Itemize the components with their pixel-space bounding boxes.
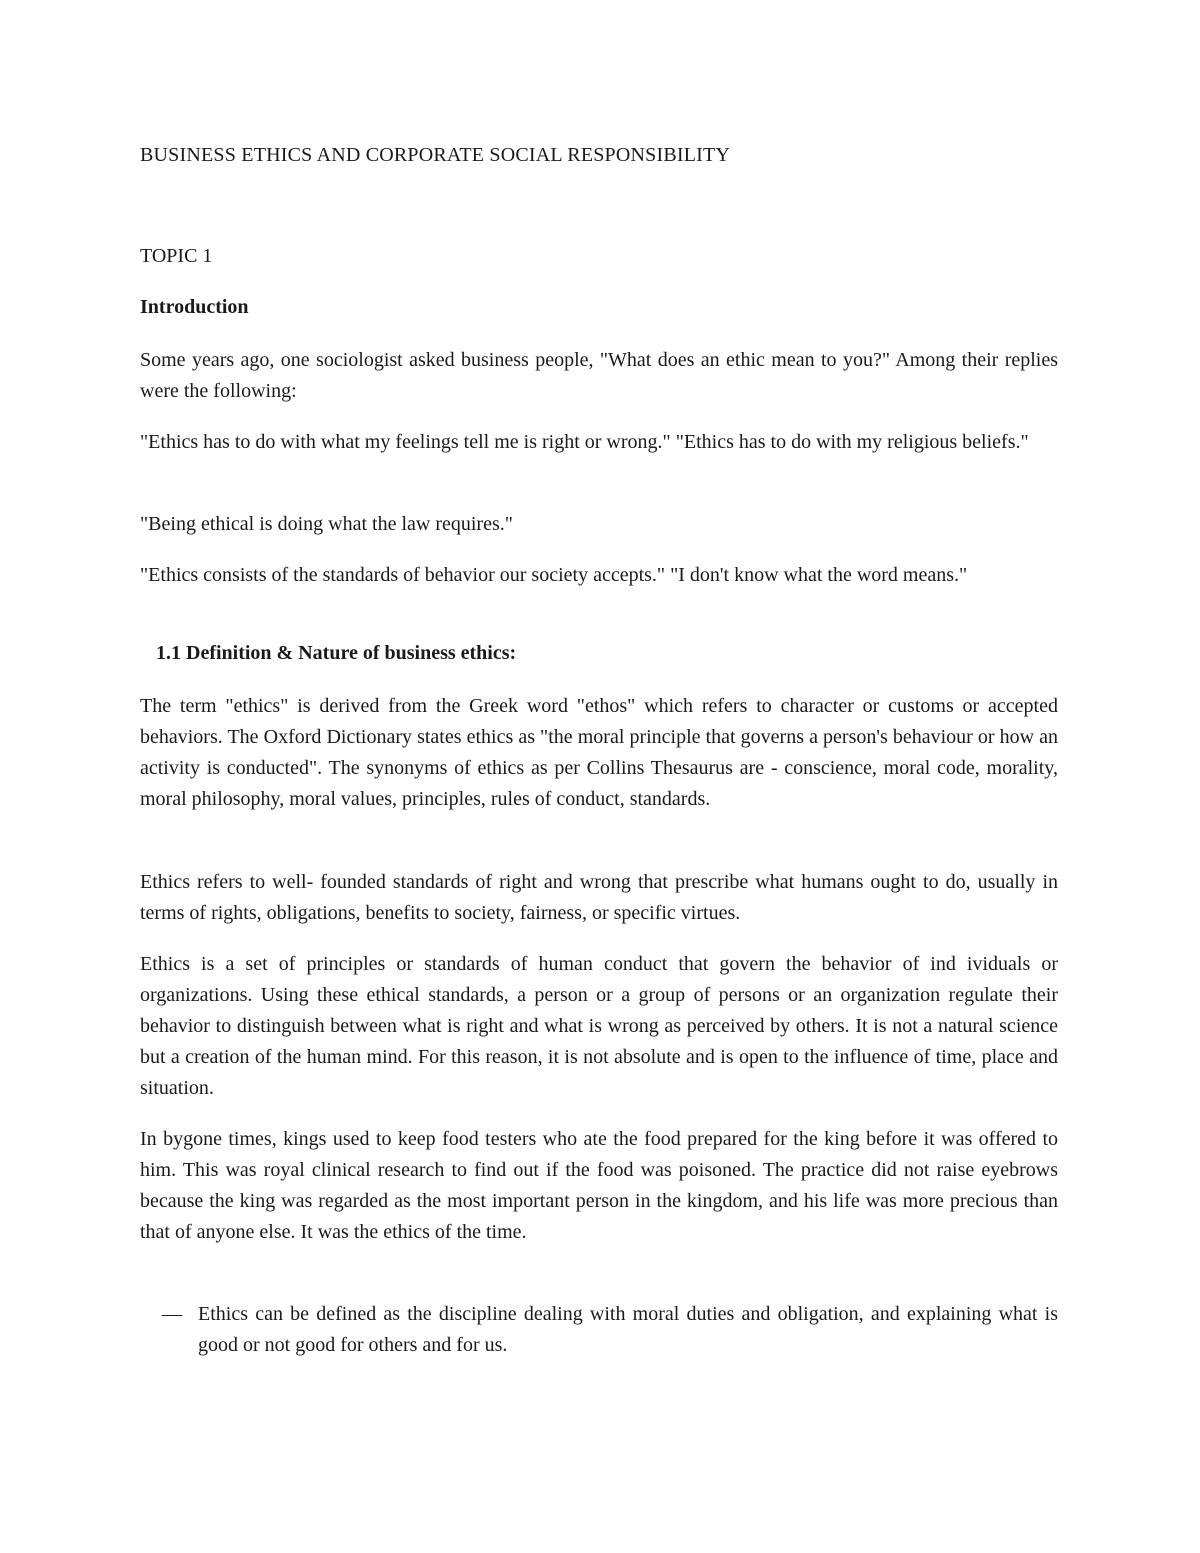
section-heading-definition: 1.1 Definition & Nature of business ethics:	[156, 642, 517, 664]
intro-heading: Introduction	[140, 296, 249, 318]
quote-paragraph-1: "Ethics has to do with what my feelings tell me is right or wrong." "Ethics has to do with my religious beliefs."	[140, 431, 1029, 453]
quote-paragraph-3: "Ethics consists of the standards of behavior our society accepts." "I don't know what the word means."	[140, 564, 968, 586]
bullet-text: Ethics can be defined as the discipline dealing with moral duties and obligation, and explaining what is good or not good for others and for us.	[198, 1303, 1058, 1356]
topic-label: TOPIC 1	[140, 245, 213, 267]
paragraph-ethics-standards: Ethics refers to well- founded standards of right and wrong that prescribe what humans ought to do, usually in terms of rights, obligations, benefits to society, fairness, or specific virtues.	[140, 871, 1058, 924]
paragraph-bygone-times: In bygone times, kings used to keep food testers who ate the food prepared for the king before it was offered to him. This was royal clinical research to find out if the food was poisoned. The practice did not raise eyebrows because the king was regarded as the most important person in the kingdom, and his life was more precious than that of anyone else. It was the ethics of the time.	[140, 1128, 1058, 1243]
quote-paragraph-2: "Being ethical is doing what the law requires."	[140, 513, 513, 535]
em-dash-bullet-icon: —	[162, 1303, 182, 1325]
intro-paragraph: Some years ago, one sociologist asked business people, "What does an ethic mean to you?" Among their replies were the following:	[140, 349, 1058, 402]
bullet-item	[162, 1299, 1058, 1361]
paragraph-ethics-principles: Ethics is a set of principles or standards of human conduct that govern the behavior of ind ividuals or organizations. Using these ethical standards, a person or a group of persons or an organization regulate their behavior to distinguish between what is right and what is wrong as perceived by others. It is not a natural science but a creation of the human mind. For this reason, it is not absolute and is open to the influence of time, place and situation.	[140, 953, 1058, 1099]
paragraph-ethics-term: The term "ethics" is derived from the Greek word "ethos" which refers to character or customs or accepted behaviors. The Oxford Dictionary states ethics as "the moral principle that governs a person's behaviour or how an activity is conducted". The synonyms of ethics as per Collins Thesaurus are - conscience, moral code, morality, moral philosophy, moral values, principles, rules of conduct, standards.	[140, 695, 1058, 810]
document-title: BUSINESS ETHICS AND CORPORATE SOCIAL RESPONSIBILITY	[140, 144, 731, 166]
